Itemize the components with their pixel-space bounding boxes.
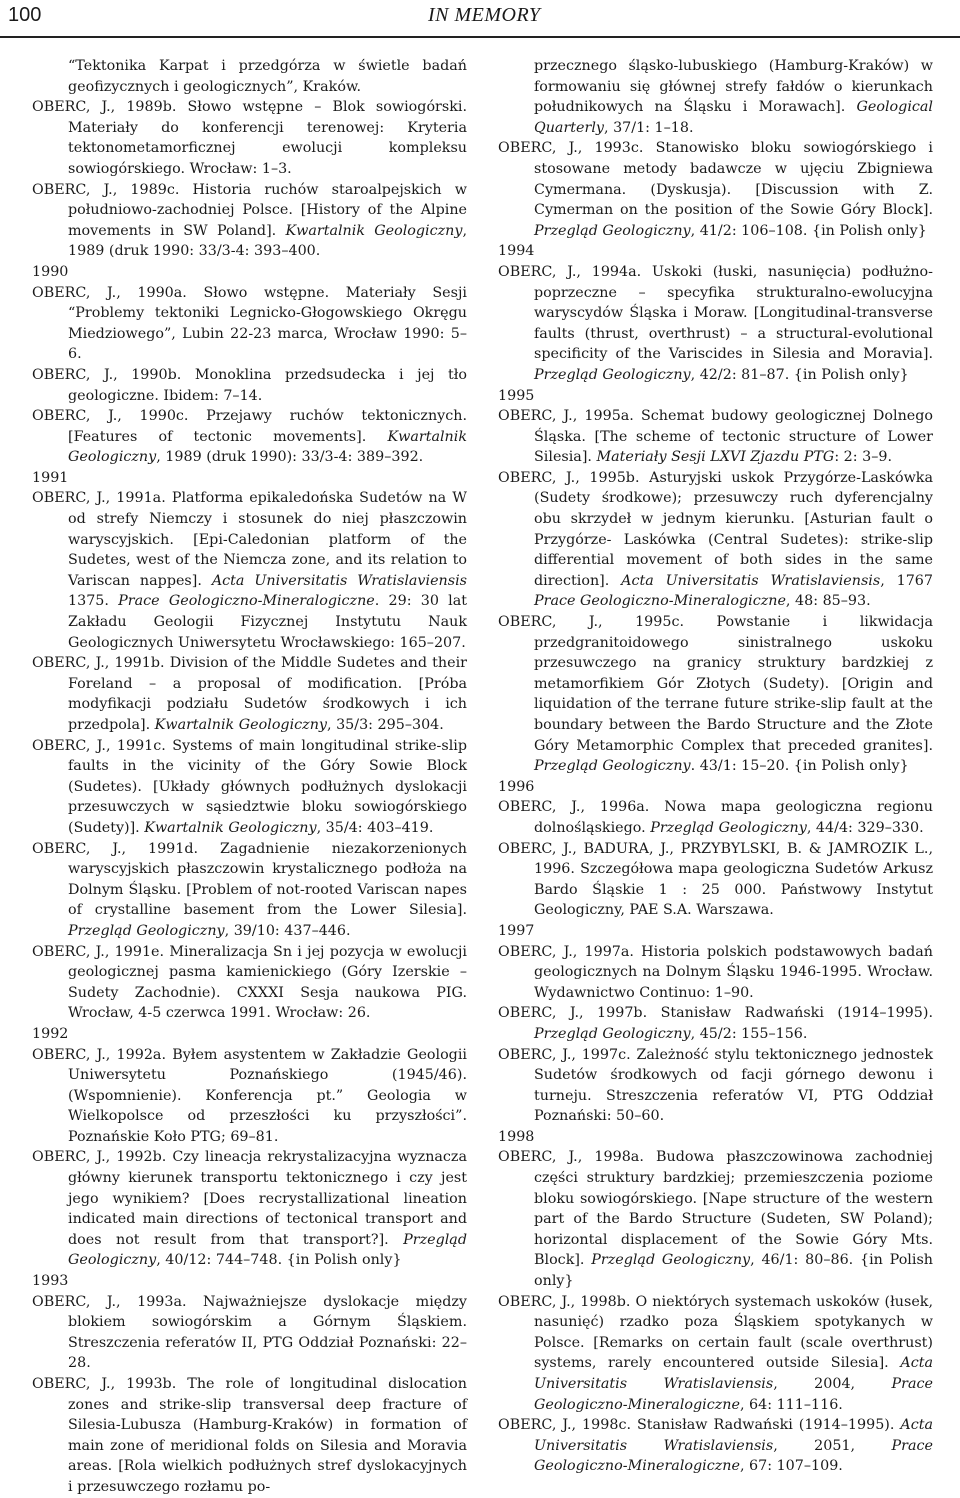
journal-title: Przegląd Geologiczny: [68, 1231, 467, 1269]
reference-text: OBERC, J., 1989b. Słowo wstępne – Blok sowiogórski. Materiały do konferencji terenowej: Kryteria tektonometamorficznej ewolucji kompleksu sowiogórskiego. Wrocław: 1–3.: [32, 99, 467, 177]
year-heading: [32, 1024, 467, 1045]
reference-text: 1375.: [68, 593, 119, 610]
reference-text: . 43/1: 15–20. {in Polish only}: [690, 758, 909, 775]
reference-text: , 1989 (druk 1990): 33/3-4: 389–392.: [156, 449, 424, 466]
reference-text: 1993: [32, 1273, 69, 1290]
reference-text: , 35/3: 295–304.: [326, 717, 444, 733]
reference-text: OBERC, J., 1991b. Division of the Middle Sudetes and their Foreland – a proposal of modification. [Próba modyfikacji podziału Sudetów środkowych i ich przedpola].: [32, 655, 467, 733]
reference-text: OBERC, J., 1996a. Nowa mapa geologiczna regionu dolnośląskiego.: [498, 799, 933, 836]
reference-text: 1995: [498, 387, 535, 404]
reference-text: OBERC, J., 1989c. Historia ruchów staroalpejskich w południowo-zachodniej Polsce. [History of the Alpine movements in SW Poland].: [32, 181, 467, 239]
year-heading: [32, 1271, 467, 1292]
right-column: [498, 56, 933, 1477]
reference-text: 1994: [498, 243, 535, 260]
reference-text: OBERC, J., 1998b. O niektórych systemach uskoków (łusek, nasunięć) rzadko poza Śląskiem spotykanych w Polsce. [Remarks on certain fault (scale overthrust) systems, rarely encountered outside Silesia].: [498, 1293, 933, 1372]
reference-text: OBERC, J., 1990a. Słowo wstępne. Materiały Sesji “Problemy tektoniki Legnicko-Głogowskiego Okręgu Miedziowego”, Lubin 22-23 marca, Wrocław 1990: 5–6.: [32, 284, 467, 363]
reference-text: , 1989 (druk 1990: 33/3-4: 393–400.: [68, 222, 467, 260]
reference-text: , 44/4: 329–330.: [806, 819, 924, 836]
reference-text: , 1767: [880, 572, 934, 589]
reference-text: 1991: [32, 469, 69, 486]
reference-entry: [498, 138, 933, 241]
reference-text: 1996: [498, 778, 535, 795]
reference-text: , 41/2: 106–108. {in Polish only}: [690, 222, 927, 239]
reference-text: , 40/12: 744–748. {in Polish only}: [156, 1252, 402, 1269]
reference-entry: [32, 942, 467, 1024]
reference-entry: [498, 612, 933, 777]
reference-entry: [498, 1147, 933, 1291]
journal-title: Materiały Sesji LXVI Zjazdu PTG: [596, 449, 835, 466]
reference-text: , 46/1: 80–86. {in Polish only}: [534, 1252, 933, 1290]
reference-entry: [498, 406, 933, 468]
reference-text: . 29: 30 lat Zakładu Geologii Fizycznej Instytutu Nauk Geologicznych Uniwersytetu Wrocławskiego: 165–207.: [68, 593, 467, 651]
reference-entry: [32, 283, 467, 365]
journal-title: Kwartalnik Geologiczny: [154, 717, 327, 733]
reference-text: OBERC, J., 1993b. The role of longitudinal dislocation zones and strike-slip transversal deep fracture of Silesia-Lubusza (Hamburg-Kraków) in formation of main zone of meridional folds on Silesia and Moravia areas. [Rola wielkich podłużnych stref dyslokacyjnych i przesuwczego rozłamu po-: [32, 1376, 467, 1495]
journal-title: Acta Universitatis Wratislaviensis: [211, 572, 467, 589]
reference-entry: [498, 1045, 933, 1127]
reference-text: “Tektonika Karpat i przedgórza w świetle badań geofizycznych i geologicznych”, Kraków.: [68, 58, 467, 95]
reference-text: OBERC, J., 1995b. Asturyjski uskok Przygórze-Laskówka (Sudety środkowe); przesuwczy ruch dyferencjalny obu skrzydeł w jednym kierunku. [Asturian fault o Przygórze- Laskówka (Central Sudetes): strike-slip differential movement of both sides in the same direction].: [498, 469, 933, 589]
reference-text: OBERC, J., 1991e. Mineralizacja Sn i jej pozycja w ewolucji geologicznej pasma kamienickiego (Góry Izerskie – Sudety Zachodnie). CXXXI Sesja naukowa PIG. Wrocław, 4-5 czerwca 1991. Wrocław: 26.: [32, 943, 467, 1022]
journal-title: Acta Universitatis Wratislaviensis: [621, 572, 881, 589]
reference-entry: [32, 97, 467, 179]
journal-title: Przegląd Geologiczny: [591, 1252, 751, 1269]
journal-title: Geological Quarterly: [534, 99, 933, 136]
year-heading: [498, 1127, 933, 1148]
reference-text: , 35/4: 403–419.: [316, 819, 434, 836]
reference-text: OBERC, J., 1991d. Zagadnienie niezakorzenionych waryscyjskich płaszczowin krystalicznego podłoża na Dolnym Śląsku. [Problem of not-rooted Variscan napes of crystalline basement from the Lower Silesia].: [32, 840, 467, 919]
reference-entry: [498, 942, 933, 1004]
reference-entry: [32, 653, 467, 735]
reference-entry: [32, 839, 467, 942]
reference-entry-continued: [498, 56, 933, 138]
reference-entry: [32, 365, 467, 406]
reference-entry: [32, 1374, 467, 1498]
journal-title: Przegląd Geologiczny: [534, 222, 691, 239]
reference-entry: [498, 262, 933, 386]
reference-text: , 42/2: 81–87. {in Polish only}: [690, 366, 909, 383]
reference-entry: [32, 1045, 467, 1148]
reference-entry: [32, 736, 467, 839]
journal-title: Kwartalnik Geologiczny: [285, 222, 463, 239]
year-heading: [498, 921, 933, 942]
reference-entry: [32, 1147, 467, 1271]
reference-entry: [32, 488, 467, 653]
reference-text: 1990: [32, 263, 69, 280]
journal-title: Acta Universitatis Wratislaviensis: [534, 1355, 933, 1392]
journal-title: Przegląd Geologiczny: [534, 366, 691, 383]
journal-title: Przegląd Geologiczny: [534, 758, 691, 775]
reference-text: OBERC, J., 1990c. Przejawy ruchów tektonicznych. [Features of tectonic movements].: [32, 408, 467, 445]
year-heading: [498, 241, 933, 262]
reference-text: 1997: [498, 922, 535, 939]
reference-entry: [498, 468, 933, 612]
reference-text: OBERC, J., 1997a. Historia polskich podstawowych badań geologicznych na Dolnym Śląsku 1946-1995. Wrocław. Wydawnictwo Continuo: 1–90.: [498, 943, 933, 1001]
journal-title: Kwartalnik Geologiczny: [68, 428, 467, 466]
reference-text: , 67: 107–109.: [739, 1458, 843, 1475]
reference-text: OBERC, J., 1998a. Budowa płaszczowinowa zachodniej części struktury bardzkiej; przemieszczenia poziome bloku sowiogórskiego. [Nape structure of the western part of the Bardo Structure (Sudeten, SW Poland); horizontal displacement of the Sowie Góry Mts. Block].: [498, 1149, 933, 1269]
reference-text: , 48: 85–93.: [785, 593, 871, 610]
journal-title: Przegląd Geologiczny: [68, 922, 225, 939]
reference-entry: [498, 1415, 933, 1477]
reference-text: 1998: [498, 1128, 535, 1145]
reference-text: OBERC, J., 1991c. Systems of main longitudinal strike-slip faults in the vicinity of the Góry Sowie Block (Sudetes). [Układy głównych podłużnych dyslokacji przesuwczych w sąsiedztwie bloku sowiogórskiego (Sudety)].: [32, 737, 467, 836]
page-number: 100: [8, 4, 42, 26]
reference-text: OBERC, J., 1992a. Byłem asystentem w Zakładzie Geologii Uniwersytetu Poznańskiego (1945/46). (Wspomnienie). Konferencja pt.” Geologia w Wielkopolsce od przeszłości ku przyszłości”. Poznańskie Koło PTG; 69–81.: [32, 1046, 467, 1145]
year-heading: [498, 777, 933, 798]
journal-title: Prace Geologiczno-Mineralogiczne: [534, 1437, 933, 1475]
page-header: [0, 0, 960, 38]
reference-text: , 2004,: [773, 1376, 892, 1392]
reference-entry: [32, 406, 467, 468]
reference-entry-continued: [32, 56, 467, 97]
journal-title: Prace Geologiczno-Mineralogiczne: [534, 593, 786, 610]
reference-text: , 39/10: 437–446.: [224, 922, 351, 939]
reference-text: OBERC, J., 1997c. Zależność stylu tektonicznego jednostek Sudetów środkowych od facji górnego dewonu i turneju. Streszczenia referatów VI, PTG Oddział Poznański: 50–60.: [498, 1046, 933, 1125]
reference-text: , 45/2: 155–156.: [690, 1025, 808, 1042]
reference-entry: [498, 797, 933, 838]
reference-text: , 2051,: [773, 1437, 892, 1454]
reference-text: OBERC, J., 1995a. Schemat budowy geologicznej Dolnego Śląska. [The scheme of tectonic structure of Lower Silesia].: [498, 408, 933, 466]
journal-title: Acta Universitatis Wratislaviensis: [534, 1417, 933, 1454]
reference-text: OBERC, J., 1997b. Stanisław Radwański (1914–1995).: [498, 1005, 933, 1022]
reference-text: OBERC, J., 1993a. Najważniejsze dyslokacje między blokiem sowiogórskim a Górnym Śląskiem. Streszczenia referatów II, PTG Oddział Poznański: 22–28.: [32, 1293, 467, 1372]
reference-entry: [498, 1292, 933, 1416]
reference-text: , 37/1: 1–18.: [603, 119, 694, 136]
reference-text: OBERC, J., 1994a. Uskoki (łuski, nasunięcia) podłużno-poprzeczne – specyfika strukturalno-ewolucyjna waryscydów Śląska i Moraw. [Longitudinal-transverse faults (thrust, overthrust) – a structural-evolutional specificity of the Variscides in Silesia and Moravia].: [498, 263, 933, 363]
reference-text: : 2: 3–9.: [834, 449, 893, 466]
year-heading: [498, 386, 933, 407]
reference-entry: [498, 1003, 933, 1044]
reference-entry: [32, 180, 467, 262]
year-heading: [32, 262, 467, 283]
reference-text: OBERC, J., 1990b. Monoklina przedsudecka i jej tło geologiczne. Ibidem: 7–14.: [32, 366, 467, 404]
journal-title: Kwartalnik Geologiczny: [144, 819, 317, 836]
reference-entry: [32, 1292, 467, 1374]
reference-text: przecznego śląsko-lubuskiego (Hamburg-Kraków) w formowaniu się głównej strefy fałdów o kierunkach południkowych na Śląsku i Morawach].: [534, 58, 933, 116]
running-head: IN MEMORY: [428, 4, 541, 26]
journal-title: Przegląd Geologiczny: [650, 819, 807, 836]
journal-title: Prace Geologiczno-Mineralogiczne: [118, 593, 375, 610]
year-heading: [32, 468, 467, 489]
reference-text: OBERC, J., 1991a. Platforma epikaledońska Sudetów na W od strefy Niemczy i stosunek do niej płaszczowin waryscyjskich. [Epi-Caledonian platform of the Sudetes, west of the Niemcza zone, and its relation to Variscan nappes].: [32, 490, 467, 589]
reference-text: OBERC, J., 1993c. Stanowisko bloku sowiogórskiego i stosowane metody badawcze w ujęciu Zbigniewa Cymermana. (Dyskusja). [Discussion with Z. Cymerman on the position of the Sowie Góry Block].: [498, 140, 933, 219]
reference-text: OBERC, J., 1998c. Stanisław Radwański (1914–1995).: [498, 1417, 901, 1434]
left-column: [32, 56, 467, 1498]
reference-text: , 64: 111–116.: [739, 1396, 843, 1413]
journal-title: Prace Geologiczno-Mineralogiczne: [534, 1376, 933, 1413]
reference-text: 1992: [32, 1025, 69, 1042]
reference-text: OBERC, J., 1995c. Powstanie i likwidacja przedgranitoidowego sinistralnego uskoku przesuwczego na granicy struktury bardzkiej z metamorfikiem Gór Złotych (Sudety). [Origin and liquidation of the terrane future strike-slip fault at the boundary between the Bardo Structure and the Złote Góry Metamorphic Complex that preceded granites].: [498, 614, 933, 754]
reference-entry: [498, 839, 933, 921]
journal-title: Przegląd Geologiczny: [534, 1025, 691, 1042]
reference-text: OBERC, J., 1992b. Czy lineacja rekrystalizacyjna wyznacza główny kierunek transportu tektonicznego i czy jest jego wynikiem? [Does recrystallizational lineation indicated main directions of tectonical transport and does not result from that transport?].: [32, 1149, 467, 1248]
reference-text: OBERC, J., BADURA, J., PRZYBYLSKI, B. & JAMROZIK L., 1996. Szczegółowa mapa geologiczna Sudetów Arkusz Bardo Śląskie 1 : 25 000. Państwowy Instytut Geologiczny, PAE S.A. Warszawa.: [498, 840, 933, 919]
